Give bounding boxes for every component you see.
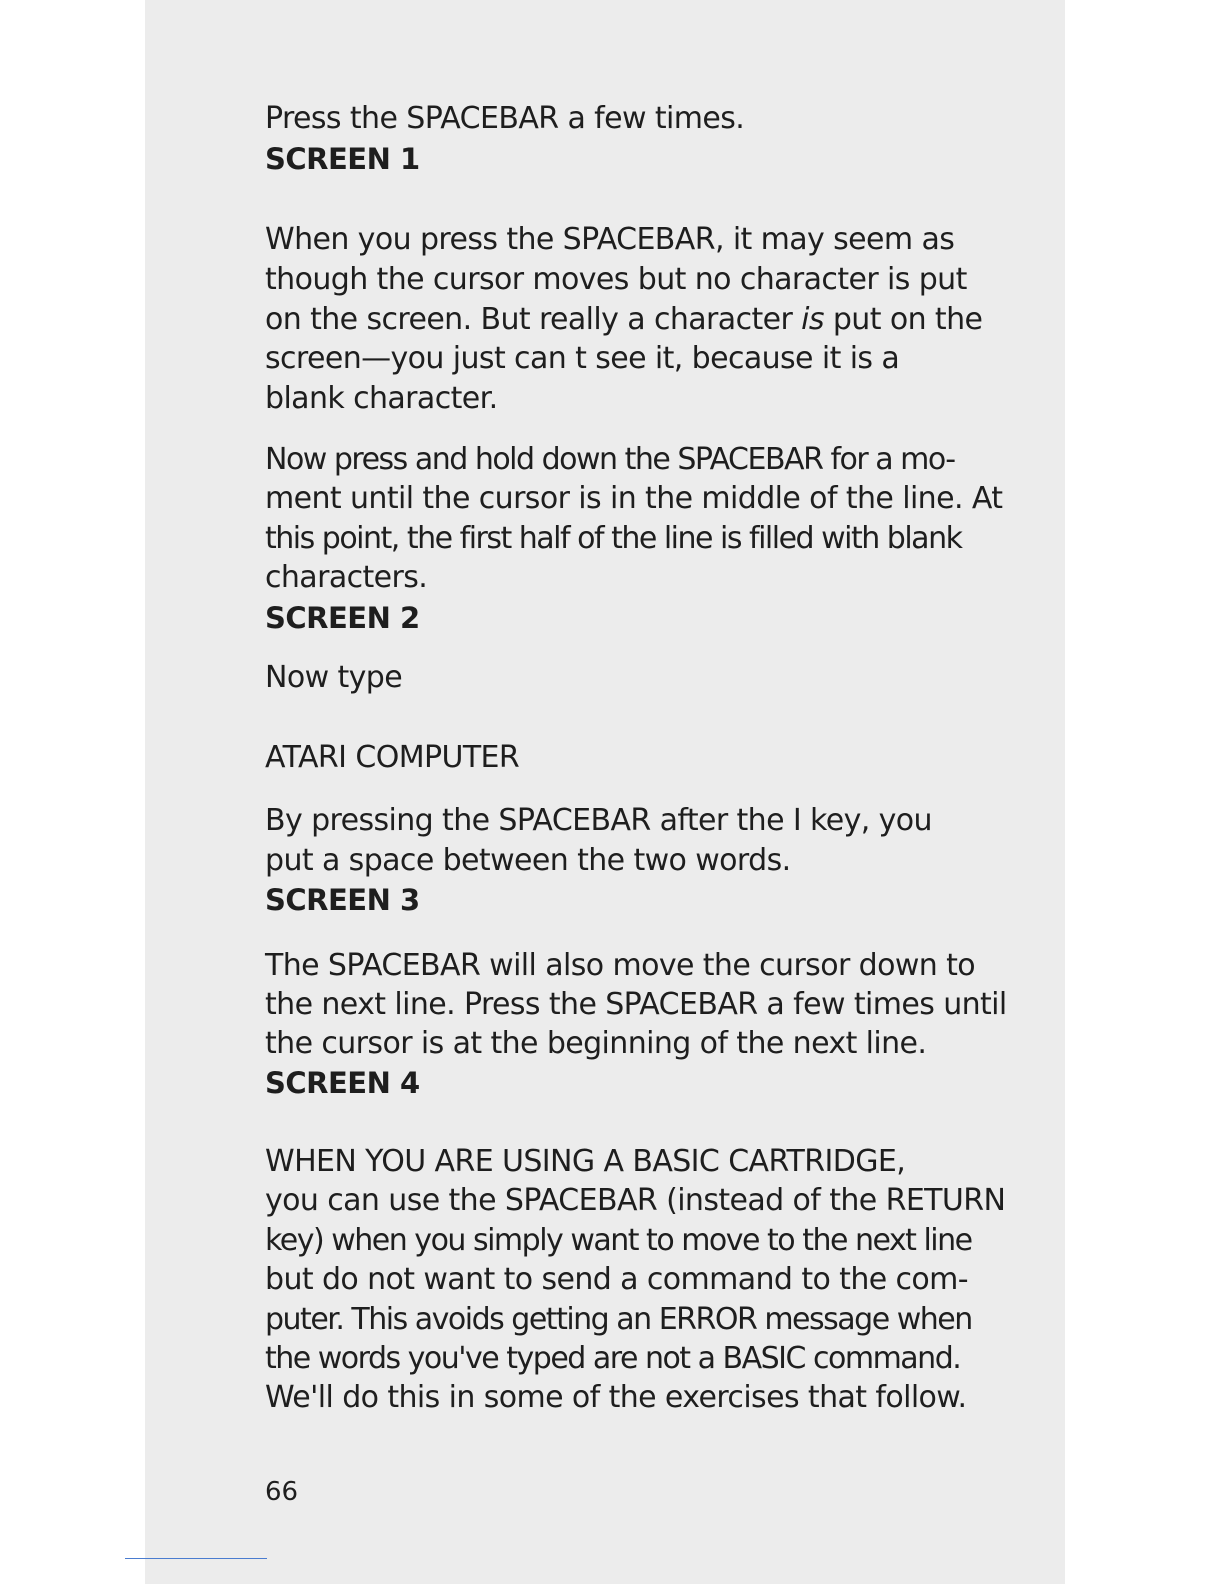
screen-heading-1: SCREEN 1 xyxy=(265,142,420,176)
paragraph-line: puter. This avoids getting an ERROR message when xyxy=(265,1302,972,1337)
paragraph-line: on the screen. But really a character is put on the xyxy=(265,302,983,337)
paragraph-line: When you press the SPACEBAR, it may seem as xyxy=(265,222,955,257)
emphasis-text: is xyxy=(801,302,824,337)
paragraph-line: but do not want to send a command to the com- xyxy=(265,1262,969,1297)
paragraph-line: the cursor is at the beginning of the next line. xyxy=(265,1026,927,1061)
paragraph-line: Press the SPACEBAR a few times. xyxy=(265,101,745,136)
paragraph-line: The SPACEBAR will also move the cursor down to xyxy=(265,948,976,983)
paragraph-line: you can use the SPACEBAR (instead of the RETURN xyxy=(265,1183,1006,1218)
screen-heading-3: SCREEN 3 xyxy=(265,883,420,917)
paragraph-line: screen—you just can t see it, because it is a xyxy=(265,341,900,376)
paragraph-line: the words you've typed are not a BASIC command. xyxy=(265,1341,961,1376)
screen-heading-2: SCREEN 2 xyxy=(265,601,420,635)
paragraph-line: WHEN YOU ARE USING A BASIC CARTRIDGE, xyxy=(265,1144,906,1179)
screen-heading-4: SCREEN 4 xyxy=(265,1066,420,1100)
paragraph-line: the next line. Press the SPACEBAR a few times until xyxy=(265,987,1007,1022)
paragraph-line: We'll do this in some of the exercises that follow. xyxy=(265,1380,967,1415)
typed-text: ATARI COMPUTER xyxy=(265,740,520,775)
paragraph-line: Now press and hold down the SPACEBAR for a mo- xyxy=(265,442,955,477)
paragraph-line: key) when you simply want to move to the next line xyxy=(265,1223,972,1258)
paragraph-line: By pressing the SPACEBAR after the I key, you xyxy=(265,803,932,838)
scan-mark-line xyxy=(125,1558,267,1559)
paragraph-line: Now type xyxy=(265,660,403,695)
paragraph-line: characters. xyxy=(265,560,428,595)
paragraph-line: though the cursor moves but no character is put xyxy=(265,262,967,297)
paragraph-line: put a space between the two words. xyxy=(265,843,791,878)
paragraph-line: ment until the cursor is in the middle of the line. At xyxy=(265,481,1003,516)
paragraph-line: this point, the first half of the line is filled with blank xyxy=(265,521,962,556)
paragraph-line: blank character. xyxy=(265,381,498,416)
page-number: 66 xyxy=(265,1477,299,1507)
